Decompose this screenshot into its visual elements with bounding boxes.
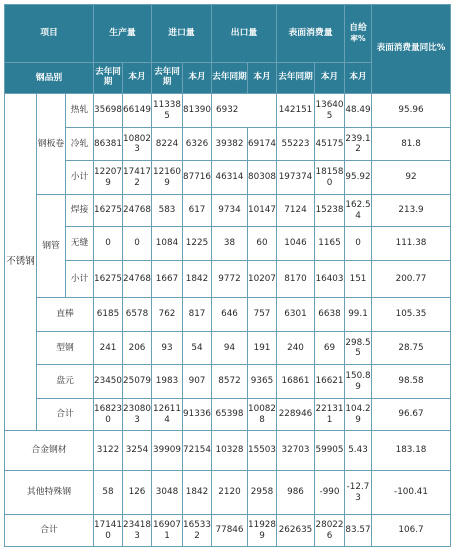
table-cell: 197374 [277,161,315,195]
table-cell: 16403 [315,261,345,298]
table-cell: 169071 [152,515,183,547]
table-cell: 111.38 [372,227,451,261]
steel-statistics-table [4,4,451,547]
table-cell: 757 [248,298,277,332]
table-cell: 55223 [277,128,315,161]
table-cell: 7124 [277,195,315,227]
table-cell: 39382 [212,128,248,161]
table-cell: 96.67 [372,399,451,431]
table-cell: 1165 [315,227,345,261]
table-cell: 46314 [212,161,248,195]
table-cell: 99.1 [345,298,372,332]
table-cell: 171410 [94,515,123,547]
table-cell: 6185 [94,298,123,332]
table-cell: 10328 [212,431,248,471]
row-label-bar: 直棒 [37,298,94,332]
table-cell: 142151 [277,94,315,128]
row-label-other-special: 其他特殊钢 [5,471,94,515]
table-cell: 122079 [94,161,123,195]
table-cell: 2958 [248,471,277,515]
table-cell: 66149 [123,94,152,128]
header-production: 生产量 [94,5,152,63]
table-cell: 6578 [123,298,152,332]
table-cell: -100.41 [372,471,451,515]
header-yoy: 表面消费量同比% [372,5,451,94]
table-cell: 230803 [123,399,152,431]
table-cell: 234183 [123,515,152,547]
table-cell: 298.55 [345,332,372,365]
table-cell: 69174 [248,128,277,161]
header-self-rate-line2: 率% [350,33,366,43]
table-cell: 240 [277,332,315,365]
table-cell: 126114 [152,399,183,431]
row-label-cold: 冷轧 [66,128,94,161]
table-cell: 65398 [212,399,248,431]
table-cell: 1842 [183,261,212,298]
table-cell: 617 [183,195,212,227]
table-cell: 81390 [183,94,212,128]
header-exports: 出口量 [212,5,277,63]
table-cell: 94 [212,332,248,365]
table-cell: 986 [277,471,315,515]
table-cell: 8170 [277,261,315,298]
table-cell: 80308 [248,161,277,195]
table-cell: 113385 [152,94,183,128]
group-plate: 钢板卷 [37,94,66,195]
table-cell: 151 [345,261,372,298]
table-cell: 0 [345,227,372,261]
table-cell: 191 [248,332,277,365]
table-cell: 646 [212,298,248,332]
table-cell: 16621 [315,365,345,399]
table-cell: 9772 [212,261,248,298]
table-cell: 0 [94,227,123,261]
table-cell: 3254 [123,431,152,471]
header-self-this-month: 本月 [345,63,372,94]
row-label-seamless: 无缝 [66,227,94,261]
table-cell: 8224 [152,128,183,161]
table-cell: 16275 [94,195,123,227]
table-cell: 126 [123,471,152,515]
table-cell: 25079 [123,365,152,399]
header-item: 项目 [5,5,94,63]
table-cell: 8572 [212,365,248,399]
table-cell: 6326 [183,128,212,161]
table-cell: 181580 [315,161,345,195]
header-exp-this-month: 本月 [248,63,277,94]
table-cell: 5.43 [345,431,372,471]
table-cell: 136405 [315,94,345,128]
row-label-welded: 焊接 [66,195,94,227]
table-cell: 60 [248,227,277,261]
table-cell: 23450 [94,365,123,399]
table-cell: 119289 [248,515,277,547]
table-cell: 2120 [212,471,248,515]
table-cell: 58 [94,471,123,515]
table-cell: 1046 [277,227,315,261]
row-label-grand-total: 合计 [5,515,94,547]
table-cell: 16275 [94,261,123,298]
table-cell: 583 [152,195,183,227]
table-cell: 83.57 [345,515,372,547]
table-cell: 38 [212,227,248,261]
group-stainless: 不锈钢 [5,94,37,431]
table-cell: 24768 [123,261,152,298]
table-cell: 183.18 [372,431,451,471]
table-cell: 104.29 [345,399,372,431]
table-cell: 10147 [248,195,277,227]
row-label-coil: 盘元 [37,365,94,399]
table-cell: 0 [123,227,152,261]
header-exp-last-year: 去年同期 [212,63,248,94]
row-label-alloy: 合金钢材 [5,431,94,471]
table-cell: 6638 [315,298,345,332]
table-cell: 32703 [277,431,315,471]
table-cell: 168230 [94,399,123,431]
table-cell: 907 [183,365,212,399]
table-cell: 59905 [315,431,345,471]
table-cell: 93 [152,332,183,365]
table-cell: 95.92 [345,161,372,195]
group-pipe: 钢管 [37,195,66,298]
row-label-stainless-total: 合计 [37,399,94,431]
row-label-pipe-subtotal: 小计 [66,261,94,298]
table-cell: 165332 [183,515,212,547]
table-cell: 39909 [152,431,183,471]
table-cell: 3122 [94,431,123,471]
row-label-plate-subtotal: 小计 [66,161,94,195]
table-cell: 241 [94,332,123,365]
table-cell: 98.58 [372,365,451,399]
table-cell: 1983 [152,365,183,399]
table-cell: 121609 [152,161,183,195]
table-cell: 81.8 [372,128,451,161]
table-cell: 35698 [94,94,123,128]
table-cell: 213.9 [372,195,451,227]
table-cell: 48.49 [345,94,372,128]
header-consumption: 表面消费量 [277,5,345,63]
table-cell: 95.96 [372,94,451,128]
table-cell: 45175 [315,128,345,161]
table-cell: 9734 [212,195,248,227]
table-cell: 150.89 [345,365,372,399]
table-cell: 106.7 [372,515,451,547]
table-cell: 206 [123,332,152,365]
table-cell: 174172 [123,161,152,195]
header-imp-last-year: 去年同期 [152,63,183,94]
table-cell: 1667 [152,261,183,298]
header-cons-this-month: 本月 [315,63,345,94]
table-cell: 228946 [277,399,315,431]
table-cell: 77846 [212,515,248,547]
header-self-rate [345,5,372,63]
table-cell: 108023 [123,128,152,161]
table-cell: 69 [315,332,345,365]
table-cell: 762 [152,298,183,332]
row-label-hot: 热轧 [66,94,94,128]
table-cell: 15238 [315,195,345,227]
table-cell: -12.73 [345,471,372,515]
table-cell: 1225 [183,227,212,261]
table-cell: 221311 [315,399,345,431]
header-imports: 进口量 [152,5,212,63]
table-cell: 3048 [152,471,183,515]
table-cell: 9365 [248,365,277,399]
header-self-rate-line1: 自给 [349,23,367,34]
table-cell: 262635 [277,515,315,547]
table-cell: 280226 [315,515,345,547]
table-cell: 817 [183,298,212,332]
header-category: 钢品别 [5,63,94,94]
header-imp-this-month: 本月 [183,63,212,94]
table-cell: 16861 [277,365,315,399]
table-cell: 200.77 [372,261,451,298]
table-cell: 1842 [183,471,212,515]
table-cell: 1084 [152,227,183,261]
table-cell: 87716 [183,161,212,195]
table-cell: 92 [372,161,451,195]
row-label-section: 型钢 [37,332,94,365]
table-cell: 72154 [183,431,212,471]
table-cell: -990 [315,471,345,515]
header-cons-last-year: 去年同期 [277,63,315,94]
table-cell: 162.54 [345,195,372,227]
table-cell: 105.35 [372,298,451,332]
table-cell: 6932 [212,94,277,128]
table-cell: 239.12 [345,128,372,161]
header-prod-last-year: 去年同期 [94,63,123,94]
table-cell: 100828 [248,399,277,431]
table-cell: 28.75 [372,332,451,365]
table-cell: 6301 [277,298,315,332]
table-cell: 10207 [248,261,277,298]
table-cell: 54 [183,332,212,365]
header-prod-this-month: 本月 [123,63,152,94]
table-cell: 91336 [183,399,212,431]
table-cell: 86381 [94,128,123,161]
table-cell: 24768 [123,195,152,227]
table-cell: 15503 [248,431,277,471]
